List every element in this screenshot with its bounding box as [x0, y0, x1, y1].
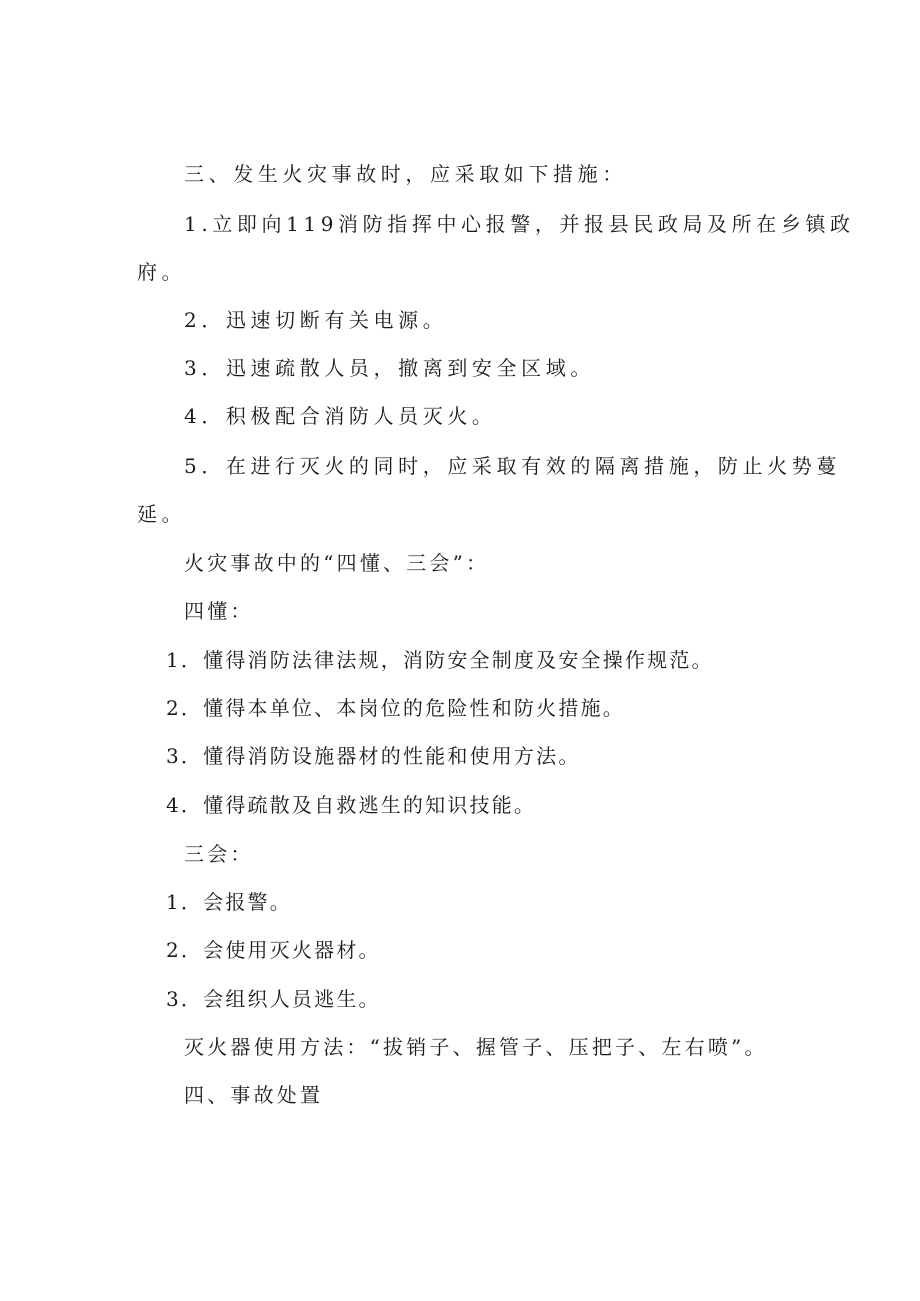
section-4-heading: 四、事故处置 — [184, 1083, 324, 1107]
measure-3: 3．迅速疏散人员，撤离到安全区域。 — [184, 356, 595, 380]
four-three-title: 火灾事故中的“四懂、三会”： — [184, 551, 490, 575]
four-understand-item-2: 2．懂得本单位、本岗位的危险性和防火措施。 — [166, 696, 625, 720]
measure-1-line-2: 府。 — [137, 260, 187, 284]
section-3-heading: 三、发生火灾事故时，应采取如下措施： — [184, 162, 627, 186]
measure-5-line-2: 延。 — [137, 502, 187, 526]
measure-1-line-1: 1.立即向119消防指挥中心报警，并报县民政局及所在乡镇政 — [184, 212, 855, 236]
measure-4: 4．积极配合消防人员灭火。 — [184, 404, 497, 428]
three-skills-label: 三会： — [184, 842, 254, 866]
three-skills-item-2: 2．会使用灭火器材。 — [166, 938, 381, 962]
four-understand-item-3: 3．懂得消防设施器材的性能和使用方法。 — [166, 744, 581, 768]
four-understand-label: 四懂： — [184, 599, 254, 623]
three-skills-item-1: 1．会报警。 — [166, 890, 292, 914]
extinguisher-method: 灭火器使用方法：“拔销子、握管子、压把子、左右喷”。 — [184, 1035, 768, 1059]
measure-2: 2．迅速切断有关电源。 — [184, 308, 448, 332]
three-skills-item-3: 3．会组织人员逃生。 — [166, 987, 381, 1011]
four-understand-item-1: 1．懂得消防法律法规，消防安全制度及安全操作规范。 — [166, 648, 714, 672]
measure-5-line-1: 5．在进行灭火的同时，应采取有效的隔离措施，防止火势蔓 — [184, 454, 841, 478]
four-understand-item-4: 4．懂得疏散及自救逃生的知识技能。 — [166, 793, 537, 817]
